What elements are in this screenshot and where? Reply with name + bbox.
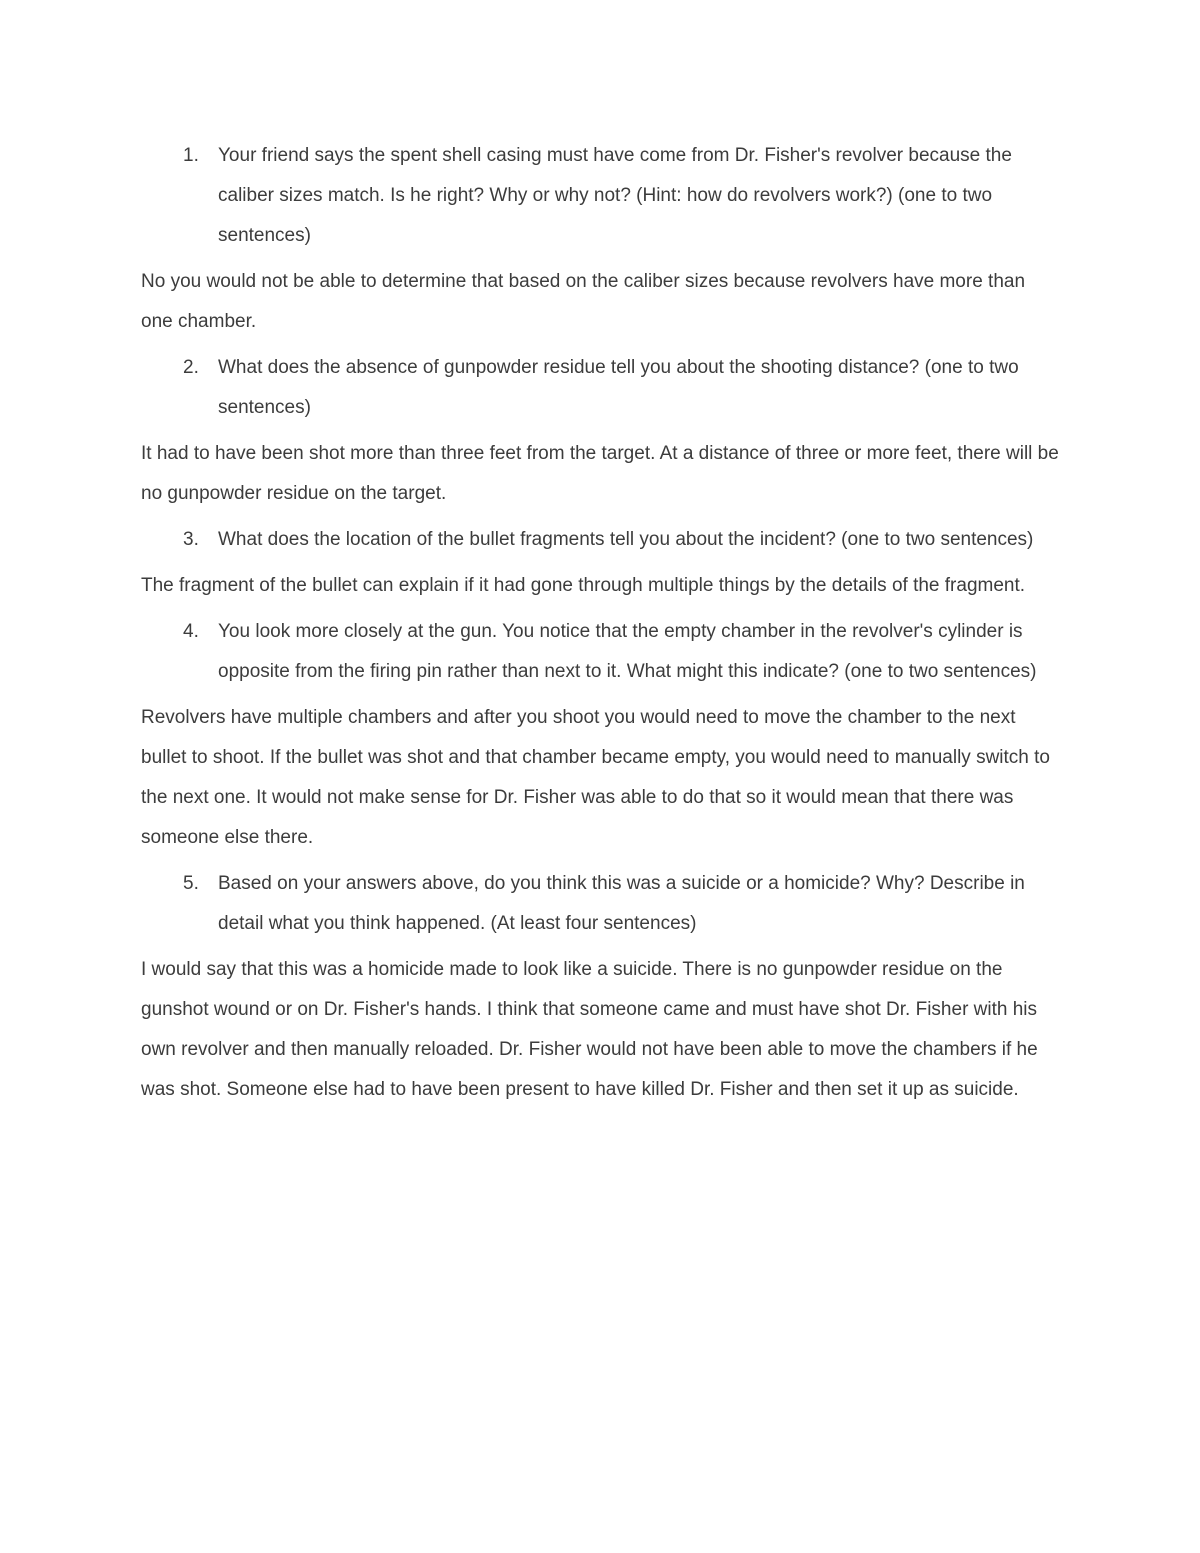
- answer-3: The fragment of the bullet can explain if it had gone through multiple things by the details of the fragment.: [141, 575, 1026, 596]
- answer-4: Revolvers have multiple chambers and after you shoot you would need to move the chamber to the next bullet to shoot. If the bullet was shot and that chamber became empty, you would need to manually switch to the next one. It would not make sense for Dr. Fisher was able to do that so it would mean that there was someone else there.: [141, 707, 1050, 848]
- answer-5: I would say that this was a homicide made to look like a suicide. There is no gunpowder residue on the gunshot wound or on Dr. Fisher's hands. I think that someone came and must have shot Dr. Fisher with his own revolver and then manually reloaded. Dr. Fisher would not have been able to move the chambers if he was shot. Someone else had to have been present to have killed Dr. Fisher and then set it up as suicide.: [141, 959, 1038, 1100]
- question-text: You look more closely at the gun. You notice that the empty chamber in the revolver's cylinder is opposite from the firing pin rather than next to it. What might this indicate? (one to two sentences): [218, 621, 1037, 682]
- question-number: 1.: [183, 145, 199, 166]
- question-number: 4.: [183, 621, 199, 642]
- question-text: What does the location of the bullet fragments tell you about the incident? (one to two sentences): [218, 529, 1034, 550]
- answer-1: No you would not be able to determine that based on the caliber sizes because revolvers have more than one chamber.: [141, 271, 1026, 332]
- qa-item-2: [141, 348, 1061, 514]
- qa-item-4: [141, 612, 1061, 858]
- question-2: [141, 348, 1061, 428]
- question-5: [141, 864, 1061, 944]
- qa-item-5: [141, 864, 1061, 1110]
- question-text: What does the absence of gunpowder residue tell you about the shooting distance? (one to two sentences): [218, 357, 1019, 418]
- answer-2: It had to have been shot more than three feet from the target. At a distance of three or more feet, there will be no gunpowder residue on the target.: [141, 443, 1059, 504]
- question-number: 3.: [183, 529, 199, 550]
- question-4: [141, 612, 1061, 692]
- question-3: [141, 520, 1061, 560]
- question-number: 2.: [183, 357, 199, 378]
- document-body: [141, 136, 1061, 1116]
- question-number: 5.: [183, 873, 199, 894]
- question-text: Your friend says the spent shell casing must have come from Dr. Fisher's revolver because the caliber sizes match. Is he right? Why or why not? (Hint: how do revolvers work?) (one to two sentences): [218, 145, 1012, 246]
- question-text: Based on your answers above, do you think this was a suicide or a homicide? Why? Describe in detail what you think happened. (At least four sentences): [218, 873, 1025, 934]
- question-1: [141, 136, 1061, 256]
- qa-item-1: [141, 136, 1061, 342]
- qa-item-3: [141, 520, 1061, 606]
